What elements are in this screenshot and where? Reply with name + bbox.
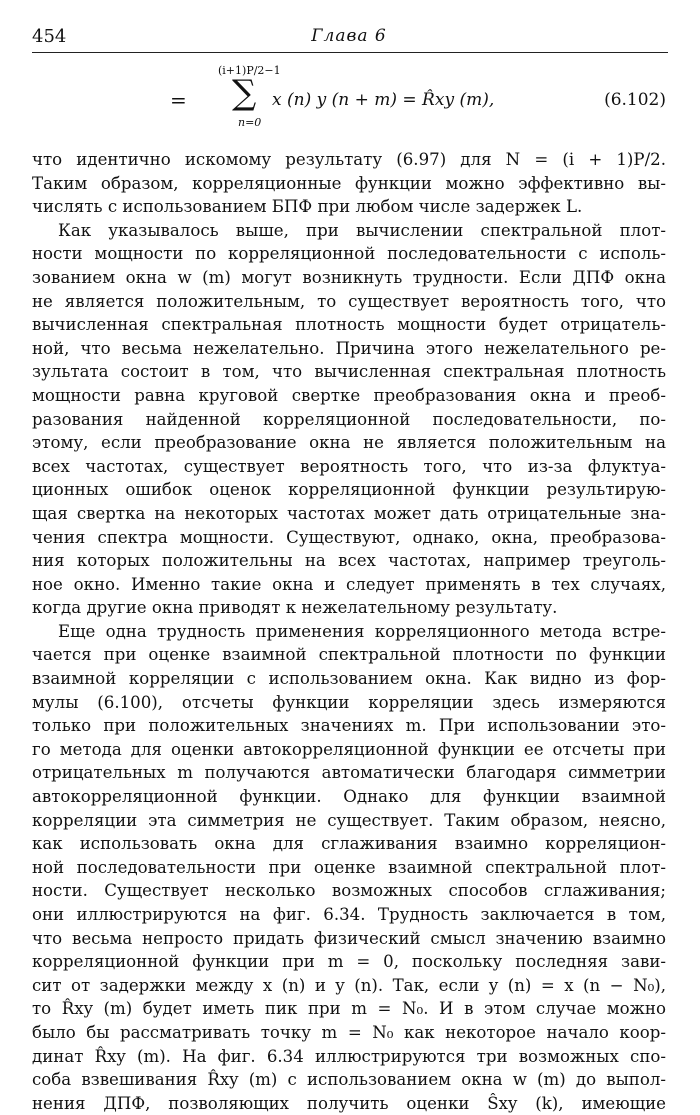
text-line: го метода для оценки автокорреляционной функции ее отсчеты при xyxy=(32,739,666,759)
text-line: зультата состоит в том, что вычисленная спектральная плотность xyxy=(32,362,666,382)
text-line: чается при оценке взаимной спектральной плотности по функции xyxy=(32,645,666,665)
text-line: они иллюстрируются на фиг. 6.34. Трудность заключается в том, xyxy=(32,905,666,924)
text-line: только при положительных значениях m. При использовании это- xyxy=(32,716,666,736)
text-line: нения ДПФ, позволяющих получить оценки Ŝxy (k), имеющие xyxy=(32,1093,666,1113)
text-line: разования найденной корреляционной последовательности, по- xyxy=(32,409,666,429)
text-line: всех частотах, существует вероятность того, что из-за флуктуа- xyxy=(32,456,666,476)
text-line: ной, что весьма нежелательно. Причина этого нежелательного ре- xyxy=(32,338,666,358)
text-line: зованием окна w (m) могут возникнуть трудности. Если ДПФ окна xyxy=(32,267,666,287)
text-line: числять с использованием БПФ при любом числе задержек L. xyxy=(32,197,583,217)
text-line: Еще одна трудность применения корреляционного метода встре- xyxy=(58,621,666,641)
text-line: щая свертка на некоторых частотах может дать отрицательные зна- xyxy=(32,503,666,523)
text-line: не является положительным, то существует вероятность того, что xyxy=(32,291,666,311)
text-line: ной последовательности при оценке взаимной спектральной плот- xyxy=(32,857,666,877)
sum-lower-limit: n=0 xyxy=(238,116,262,129)
text-line: ционных ошибок оценок корреляционной функции результирую- xyxy=(32,480,666,500)
equation-number: (6.102) xyxy=(604,90,666,110)
page-number: 454 xyxy=(32,26,67,47)
header-rule xyxy=(32,52,668,53)
summation-symbol: ∑ xyxy=(232,73,257,113)
text-line: взаимной корреляции с использованием окна. Как видно из фор- xyxy=(32,669,666,689)
equation-body: x (n) y (n + m) = R̂xy (m), xyxy=(272,90,495,110)
text-line: то R̂xy (m) будет иметь пик при m = N₀. И в этом случае можно xyxy=(32,999,666,1019)
text-line: Таким образом, корреляционные функции можно эффективно вы- xyxy=(32,173,666,193)
page-header xyxy=(32,26,666,50)
text-line: было бы рассматривать точку m = N₀ как некоторое начало коор- xyxy=(32,1022,666,1042)
equals-sign: = xyxy=(170,88,187,112)
text-line: динат R̂xy (m). На фиг. 6.34 иллюстрируются три возможных спо- xyxy=(32,1046,666,1066)
text-line: корреляционной функции при m = 0, поскольку последняя зави- xyxy=(32,952,666,972)
text-line: чения спектра мощности. Существуют, однако, окна, преобразова- xyxy=(32,527,666,547)
text-line: Как указывалось выше, при вычислении спектральной плот- xyxy=(58,220,666,240)
text-line: что идентично искомому результату (6.97) для N = (i + 1)P/2. xyxy=(32,150,666,169)
text-line: мулы (6.100), отсчеты функции корреляции здесь измеряются xyxy=(32,692,666,712)
text-line: вычисленная спектральная плотность мощности будет отрицатель- xyxy=(32,315,666,335)
text-line: как использовать окна для сглаживания взаимно корреляцион- xyxy=(32,834,666,854)
equation-6-102 xyxy=(32,60,666,140)
chapter-title: Глава 6 xyxy=(311,26,387,46)
text-line: этому, если преобразование окна не является положительным на xyxy=(32,433,666,453)
body-text xyxy=(32,148,666,1115)
text-line: мощности равна круговой свертке преобразования окна и преоб- xyxy=(32,385,666,405)
text-line: что весьма непросто придать физический смысл значению взаимно xyxy=(32,928,666,948)
text-line: ности. Существует несколько возможных способов сглаживания; xyxy=(32,881,666,901)
text-line: ния которых положительны на всех частотах, например треуголь- xyxy=(32,551,666,571)
text-line: отрицательных m получаются автоматически благодаря симметрии xyxy=(32,763,666,783)
text-line: корреляции эта симметрия не существует. Таким образом, неясно, xyxy=(32,810,666,830)
text-line: сит от задержки между x (n) и y (n). Так, если y (n) = x (n − N₀), xyxy=(32,975,666,995)
text-line: когда другие окна приводят к нежелательному результату. xyxy=(32,598,558,618)
text-line: соба взвешивания R̂xy (m) с использованием окна w (m) до выпол- xyxy=(32,1070,666,1090)
text-line: автокорреляционной функции. Однако для функции взаимной xyxy=(32,787,666,807)
sum-upper-limit: (i+1)P/2−1 xyxy=(218,64,281,77)
text-line: ное окно. Именно такие окна и следует применять в тех случаях, xyxy=(32,574,666,594)
text-line: ности мощности по корреляционной последовательности с исполь- xyxy=(32,244,666,264)
